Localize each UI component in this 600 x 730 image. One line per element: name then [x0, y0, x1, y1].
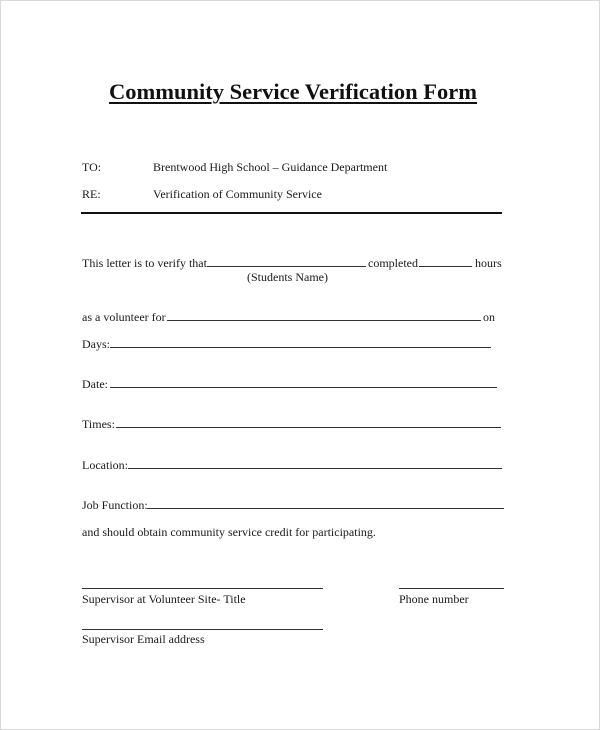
- to-value: Brentwood High School – Guidance Department: [153, 160, 388, 174]
- to-label: TO:: [82, 160, 102, 174]
- on-label: on: [483, 310, 495, 324]
- volunteer-prefix: as a volunteer for: [82, 310, 166, 324]
- supervisor-email-label: Supervisor Email address: [82, 632, 205, 646]
- hours-field[interactable]: [419, 266, 472, 267]
- times-field[interactable]: [116, 427, 501, 428]
- hours-label: hours: [475, 256, 502, 270]
- location-field[interactable]: [128, 468, 502, 469]
- form-title: Community Service Verification Form: [108, 79, 478, 104]
- location-label: Location:: [82, 458, 128, 472]
- header-divider: [81, 212, 502, 214]
- verify-prefix: This letter is to verify that: [82, 256, 207, 270]
- days-label: Days:: [82, 337, 110, 351]
- job-function-label: Job Function:: [82, 498, 148, 512]
- supervisor-email-line[interactable]: [82, 629, 323, 630]
- date-field[interactable]: [110, 387, 497, 388]
- phone-number-label: Phone number: [399, 592, 469, 606]
- student-name-caption: (Students Name): [247, 270, 328, 284]
- supervisor-title-signature-line[interactable]: [82, 588, 323, 589]
- phone-number-line[interactable]: [399, 588, 504, 589]
- date-label: Date:: [82, 377, 108, 391]
- supervisor-title-label: Supervisor at Volunteer Site- Title: [82, 592, 246, 606]
- re-label: RE:: [82, 187, 101, 201]
- re-value: Verification of Community Service: [153, 187, 322, 201]
- credit-statement: and should obtain community service credit for participating.: [82, 525, 376, 539]
- organization-field[interactable]: [167, 320, 481, 321]
- days-field[interactable]: [110, 347, 491, 348]
- student-name-field[interactable]: [207, 266, 366, 267]
- times-label: Times:: [82, 417, 115, 431]
- job-function-field[interactable]: [147, 508, 504, 509]
- completed-label: completed: [368, 256, 418, 270]
